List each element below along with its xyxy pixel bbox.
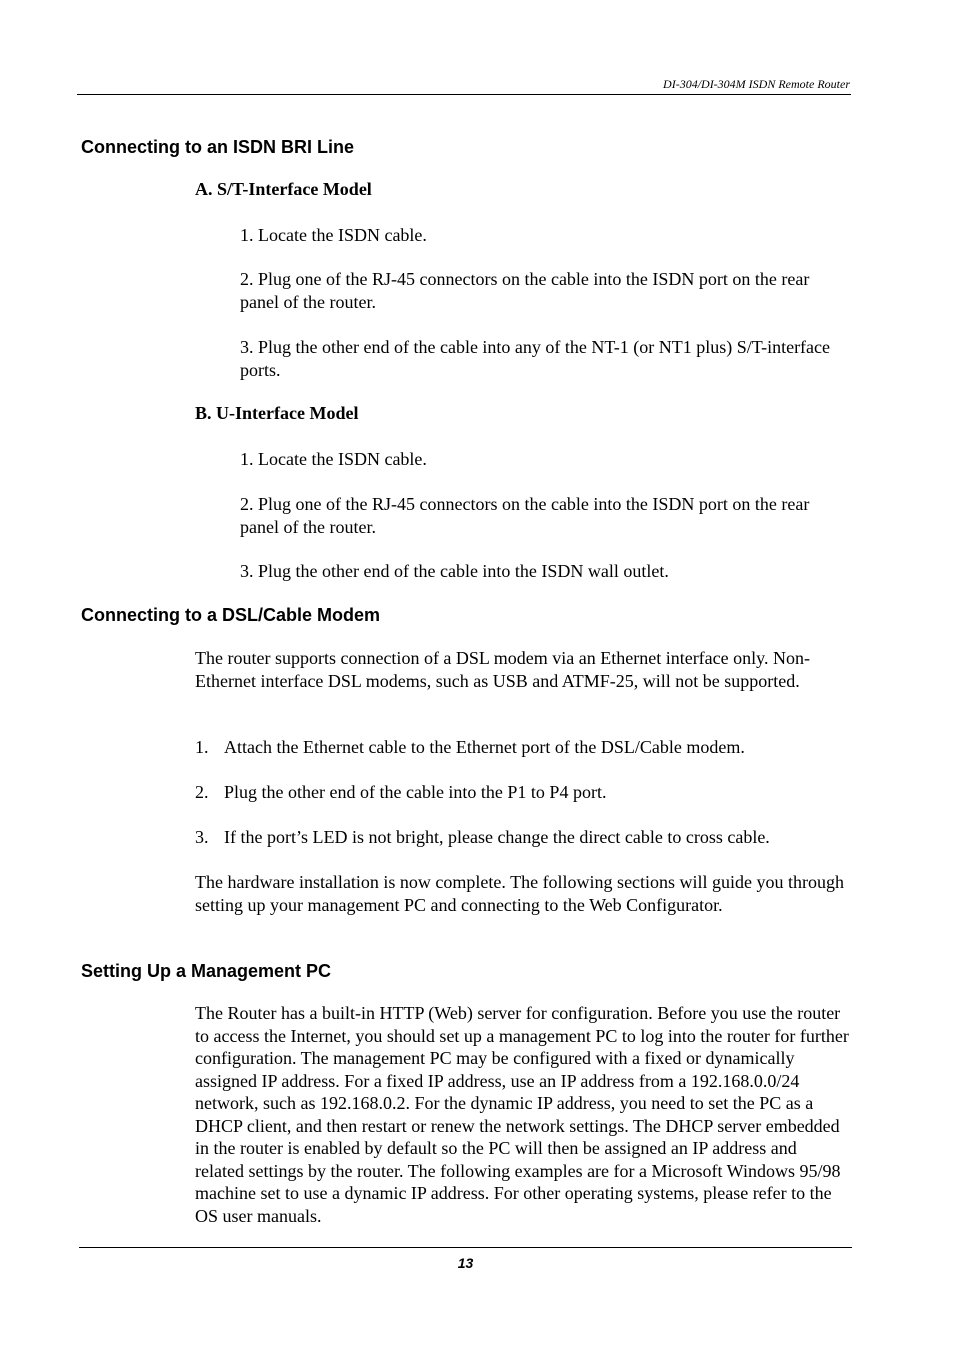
subheading-st-interface: A. S/T-Interface Model [195,179,372,199]
footer-rule [79,1247,852,1248]
dsl-step-1 [195,736,855,759]
list-text: Attach the Ethernet cable to the Ethernet port of the DSL/Cable modem. [224,737,745,757]
list-text: If the port’s LED is not bright, please change the direct cable to cross cable. [224,827,770,847]
section-heading-management-pc: Setting Up a Management PC [81,961,332,981]
subheading-u-interface: B. U-Interface Model [195,403,359,423]
running-header: DI-304/DI-304M ISDN Remote Router [663,77,850,91]
st-step-1: 1. Locate the ISDN cable. [240,225,427,245]
list-number: 1. [195,737,209,757]
st-step-3: 3. Plug the other end of the cable into any of the NT-1 (or NT1 plus) S/T-interface ports. [240,337,831,380]
page-number: 13 [457,1255,474,1271]
dsl-step-3 [195,826,855,849]
dsl-intro: The router supports connection of a DSL modem via an Ethernet interface only. Non-Ethernet interface DSL modems, such as USB and ATMF-25, will not be supported. [195,648,810,691]
u-step-2: 2. Plug one of the RJ-45 connectors on the cable into the ISDN port on the rear panel of the router. [240,494,810,537]
u-step-1: 1. Locate the ISDN cable. [240,449,427,469]
dsl-outro: The hardware installation is now complete. The following sections will guide you through setting up your management PC and connecting to the Web Configurator. [195,872,845,915]
list-number: 2. [195,782,209,802]
dsl-step-2 [195,781,855,804]
section-heading-dsl: Connecting to a DSL/Cable Modem [81,605,381,625]
management-pc-body: The Router has a built-in HTTP (Web) server for configuration. Before you use the router to access the Internet, you should set up a management PC to log into the router for further configuration. The management PC may be configured with a fixed or dynamically assigned IP address. For a fixed IP address, use an IP address from a 192.168.0.0/24 network, such as 192.168.0.2. For the dynamic IP address, you need to set the PC as a DHCP client, and then restart or renew the network settings. The DHCP server embedded in the router is enabled by default so the PC will then be assigned an IP address and related settings by the router. The following examples are for a Microsoft Windows 95/98 machine set to use a dynamic IP address. For other operating systems, please refer to the OS user manuals. [195,1003,849,1226]
section-heading-isdn: Connecting to an ISDN BRI Line [81,137,354,157]
u-step-3: 3. Plug the other end of the cable into the ISDN wall outlet. [240,561,669,581]
header-rule [77,94,851,95]
list-number: 3. [195,827,209,847]
st-step-2: 2. Plug one of the RJ-45 connectors on the cable into the ISDN port on the rear panel of the router. [240,269,810,312]
list-text: Plug the other end of the cable into the P1 to P4 port. [224,782,607,802]
